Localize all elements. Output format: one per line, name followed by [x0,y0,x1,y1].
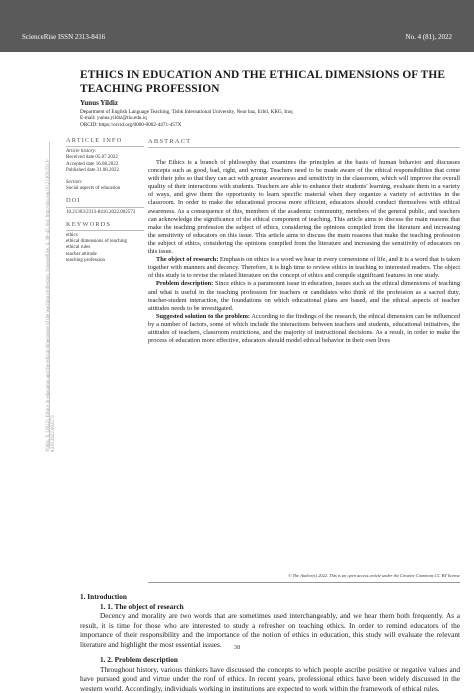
abstract-column [148,138,460,345]
subsection-title-object: 1. 1. The object of research [80,602,460,612]
section-value: Social aspects of education [66,186,144,192]
object-text: Emphasis on ethics is a word we hear in every cornerstone of life, and it is a word that is taken together with manners and decency. Therefore, it is high time to review ethics in teaching to interested readers. The object of this study is to revise the related literature on the concept of ethics and compile significant features in one study. [148,256,460,279]
article-title: ETHICS IN EDUCATION AND THE ETHICAL DIMENSIONS OF THE TEACHING PROFESSION [80,68,460,96]
section-label: Section: [66,180,144,186]
solution-text: According to the findings of the research, the ethical dimension can be influenced by a number of factors, some of which include the interactions between teachers and students, educational initiatives, the attitudes of teachers, classroom restrictions, and the majority of instructional decisions. As a result, in order to make the process of education more effective, educators should model ethical behavior in their own lives [148,313,460,344]
author-orcid: ORCID: https://orcid.org/0000-0002-4471-457X [80,122,460,128]
accepted-date: Accepted date 16.08.2022 [66,162,144,168]
subsection-text-problem: Throughout history, various thinkers have discussed the concepts to which people ascribe positive or negative values and have pursued good and virtue under the roof of ethics. In recent years, professional ethics have been widely discussed in the western world. Accordingly, individuals working in institutions are expected to work within the framework of ethical rules. [80,665,460,693]
journal-name: ScienceRise ISSN 2313-8416 [22,33,105,41]
object-label: The object of research: [156,256,218,263]
section-title: 1. Introduction [80,592,460,602]
subsection-title-problem: 1. 2. Problem description [80,655,460,665]
article-info-heading: ARTICLE INFO [66,138,144,147]
doi-value[interactable]: 10.21303/2313-8416.2022.002573 [66,210,144,216]
page-number: 38 [0,644,474,651]
keyword-item: ethical dimensions of teaching [66,239,144,245]
keyword-item: ethics [66,233,144,239]
abstract-solution-paragraph [148,313,460,345]
published-date: Published date 31.08.2022 [66,168,144,174]
article-info-sidebar [66,138,144,264]
problem-text: Since ethics is a paramount issue in education, issues such as the ethical dimensions of teaching and what is useful in the teaching profession for teachers or candidates who think of the profession as a sacred duty, teacher-student interaction, the foundations on which educational plans are based, and the ethical aspects of teacher attitudes needs to be investigated. [148,280,460,311]
problem-label: Problem description: [156,280,213,287]
abstract-problem-paragraph [148,280,460,312]
author-affiliation-block [80,109,460,128]
keyword-item: teaching profession [66,258,144,264]
abstract-object-paragraph [148,256,460,280]
author-name: Yunus Yildiz [80,99,118,107]
citation-vertical-text: Yildiz, Y. (2022). Ethics in education and the ethical dimensions of the teaching profession. ScienceRise, 4, 38–45. doi: http://doi.org/10.21303/2313-8416.2022.002573 [47,142,56,452]
received-date: Received date 05.07.2022 [66,155,144,161]
history-label: Article history: [66,149,144,155]
keyword-item: teacher attitude [66,252,144,258]
abstract-heading: ABSTRACT [148,138,460,148]
copyright-notice: © The Author(s) 2022. This is an open access article under the Creative Commons CC BY license [148,573,460,578]
affiliation: Department of English Language Teaching, Tishk International University, Near baz, Erbil, KRG, Iraq [80,109,460,115]
solution-label: Suggested solution to the problem: [156,313,250,320]
keyword-item: ethical rules [66,245,144,251]
author-email: E-mail: yunus.yildiz@tiu.edu.iq [80,115,460,121]
introduction-section [80,592,460,693]
journal-header-bar [0,0,474,52]
abstract-bottom-rule [148,582,460,583]
doi-heading: DOI [66,198,144,207]
keywords-heading: KEYWORDS [66,222,144,231]
abstract-text [148,159,460,345]
subsection-text-object: Decency and morality are two words that are sometimes used interchangeably, and we hear them both frequently. As a result, it is time for those who are interested to study a refresher on teaching ethics. In order to remind educators of the importance of their responsibility and the importance of the notion of ethics in education, this study will evaluate the relevant literature and highlight the most essential issues. [80,611,460,649]
abstract-paragraph: The Ethics is a branch of philosophy that examines the principles at the basis of human behavior and discusses concepts such as good, bad, right, and wrong. Teachers need to be made aware of the ethical responsibilities that come with their jobs so that they can act with greater awareness and sensitivity in the classroom, which will improve the overall quality of their interactions with students. Teachers are able to enhance their students' learning, evaluate them in a variety of ways, and give them the opportunity to learn specific material when they organize a variety of activities in the classroom. In order to make the educational process more efficient, educators should conduct themselves with ethical awareness. As a consequence of this, members of the academic community, members of the general public, and teachers can acknowledge the significance of the ethical component of teaching. This article aims to discuss the main reasons that make the teaching profession the subject of ethics, considering the opinions compiled from the literature and increasing the sensitivity of educators on this issue. This article aims to discuss the main reasons that make the teaching profession the subject of ethics, considering the opinions compiled from the literature and increasing the sensitivity of educators on this issue. [148,159,460,256]
issue-number: No. 4 (81), 2022 [406,33,452,41]
